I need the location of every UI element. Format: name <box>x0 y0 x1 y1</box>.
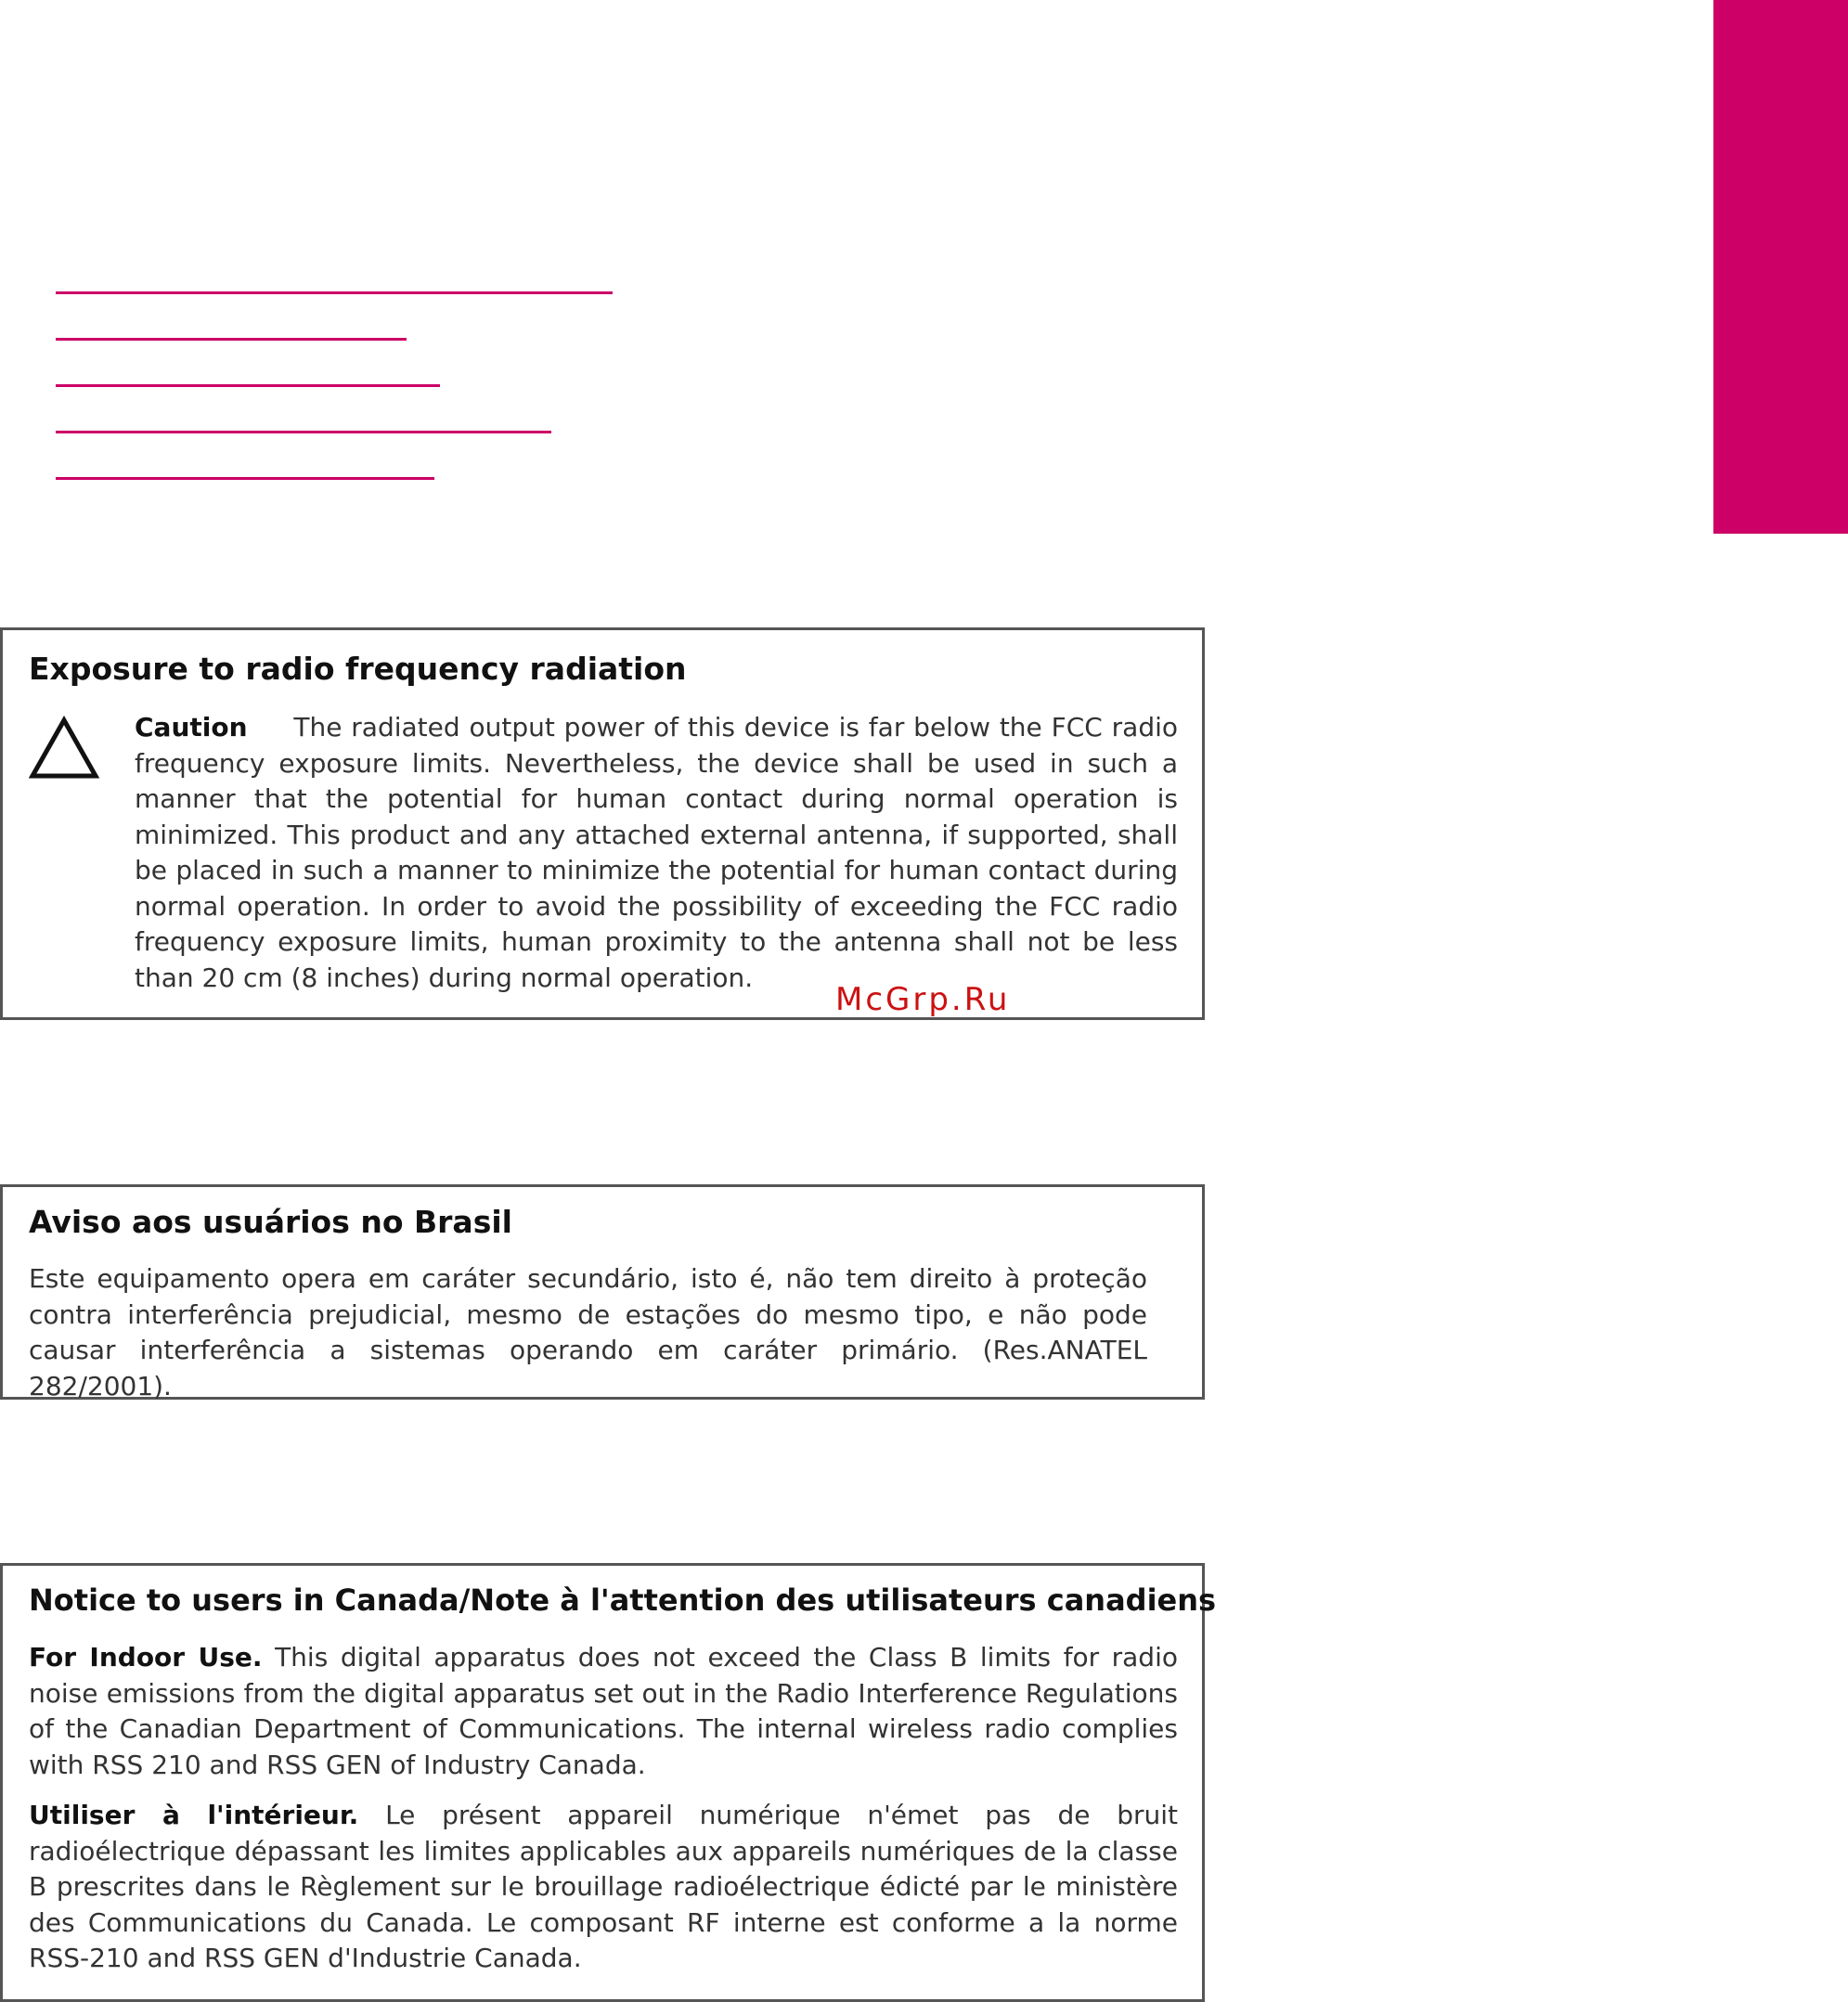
usage-interieur-label: Utiliser à l'intérieur. <box>29 1800 359 1830</box>
toc-link-2[interactable] <box>56 338 407 341</box>
rf-exposure-notice <box>0 627 1205 1020</box>
canada-notice <box>0 1563 1217 2002</box>
warning-triangle-icon <box>29 716 99 781</box>
brazil-notice <box>0 1184 1205 1400</box>
usage-interieur-text: Le présent appareil numérique n'émet pas de bruit radioélectrique dépassant les limites applicables aux appareils numériques de la classe B prescrites dans le Règlement sur le brouillage radioélectrique édicté par le ministère des Communications du Canada. Le composant RF interne est conforme a la norme RSS-210 and RSS GEN d'Industrie Canada. <box>29 1800 1179 1973</box>
rf-notice-text <box>135 710 1178 996</box>
brazil-notice-title: Aviso aos usuários no Brasil <box>29 1204 512 1240</box>
toc-link-4[interactable] <box>56 431 551 433</box>
section-tab-marker <box>1713 0 1848 534</box>
toc-link-5[interactable] <box>56 477 434 480</box>
canada-notice-english <box>29 1640 1178 1783</box>
caution-body: The radiated output power of this device is far below the FCC radio frequency exposure limits. Nevertheless, the device shall be used in such a manner that the potential for human contact during normal operation is minimized. This product and any attached external antenna, if supported, shall be placed in such a manner to minimize the potential for human contact during normal operation. In order to avoid the possibility of exceeding the FCC radio frequency exposure limits, human proximity to the antenna shall not be less than 20 cm (8 inches) during normal operation. <box>135 712 1179 993</box>
caution-label: Caution <box>135 712 248 743</box>
canada-notice-title: Notice to users in Canada/Note à l'attention des utilisateurs canadiens <box>29 1582 1217 1618</box>
brazil-notice-text: Este equipamento opera em caráter secundário, isto é, não tem direito à proteção contra interferência prejudicial, mesmo de estações do mesmo tipo, e não pode causar interferência a sistemas operando em caráter primário. (Res.ANATEL 282/2001). <box>29 1263 1147 1401</box>
indoor-use-text: This digital apparatus does not exceed the Class B limits for radio noise emissions from the digital apparatus set out in the Radio Interference Regulations of the Canadian Department of Communications. The internal wireless radio complies with RSS 210 and RSS GEN of Industry Canada. <box>29 1642 1178 1780</box>
toc-link-3[interactable] <box>56 384 440 387</box>
indoor-use-label: For Indoor Use. <box>29 1642 263 1673</box>
watermark-text: McGrp.Ru <box>835 981 1011 1018</box>
canada-notice-french <box>29 1798 1178 1977</box>
rf-notice-title: Exposure to radio frequency radiation <box>29 651 687 687</box>
toc-link-1[interactable] <box>56 291 613 294</box>
